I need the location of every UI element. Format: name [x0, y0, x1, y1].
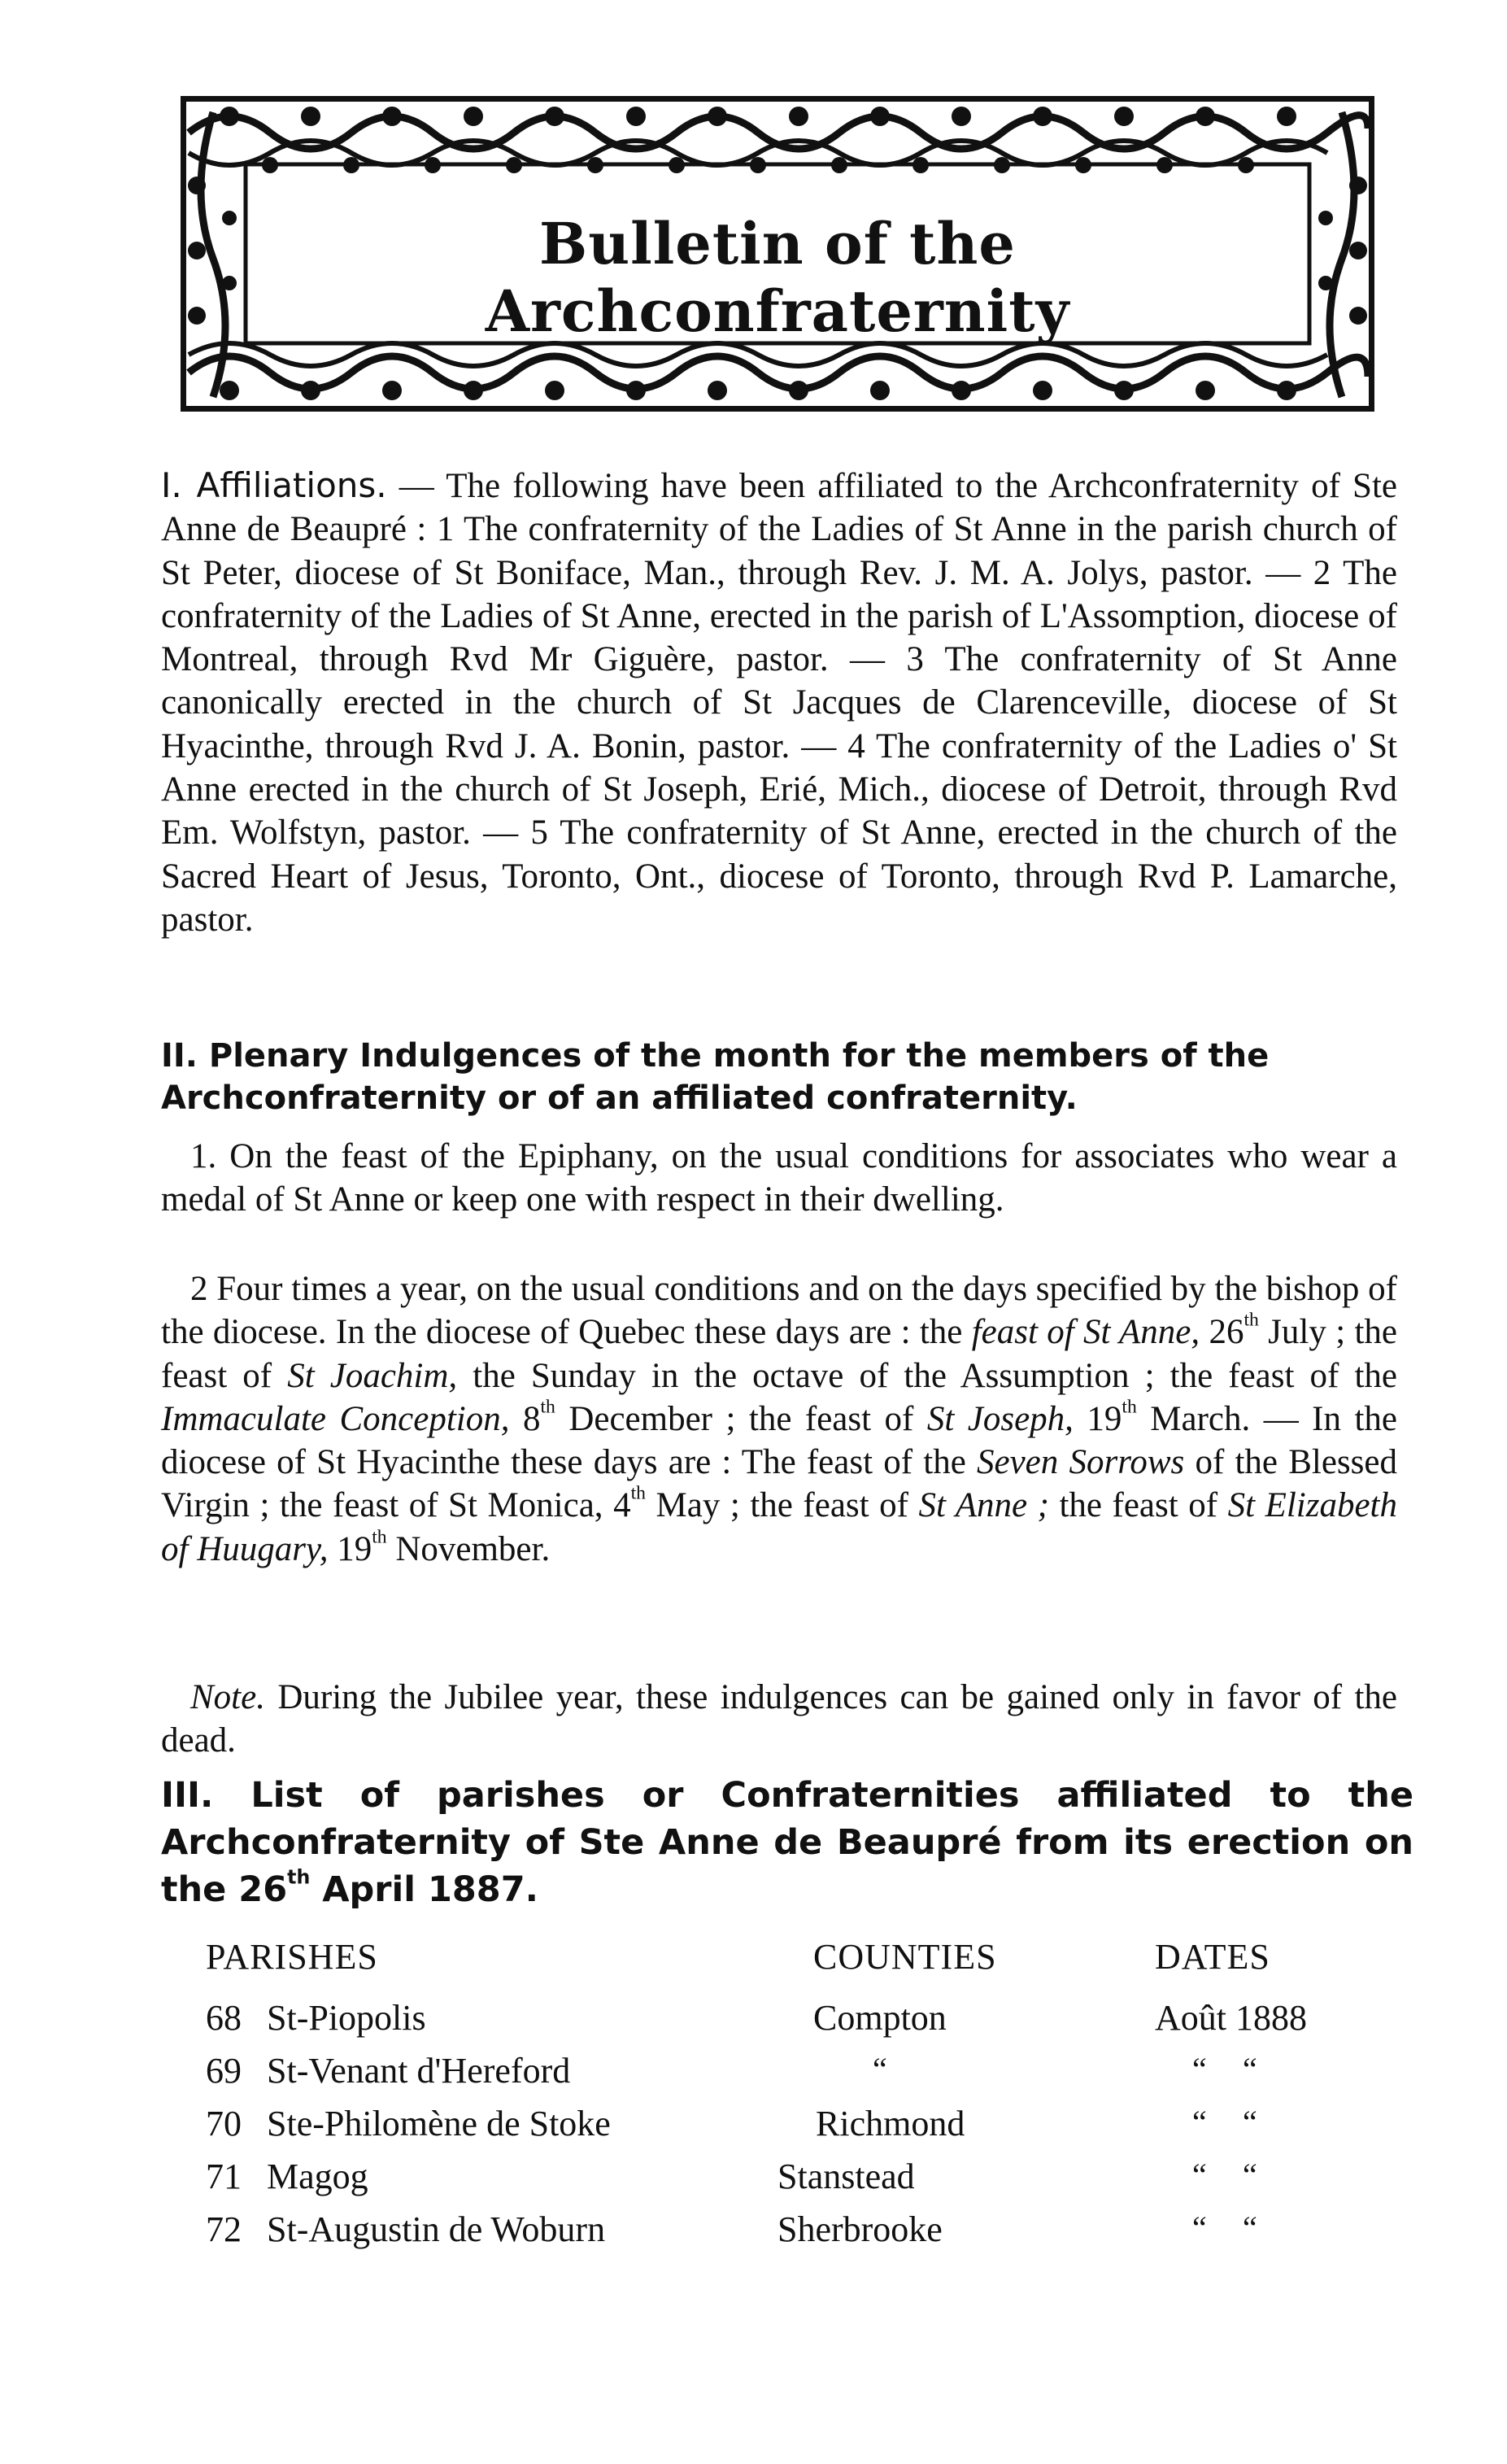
- table-row: [161, 2209, 1397, 2257]
- row-number: 72: [206, 2209, 242, 2249]
- parish-name: St-Venant d'Hereford: [267, 2051, 571, 2091]
- note-text: During the Jubilee year, these indulgences can be gained only in favor of the dead.: [161, 1678, 1397, 1760]
- row-number: 69: [206, 2051, 242, 2091]
- table-row: [161, 1997, 1397, 2046]
- date-value: “: [1192, 2051, 1207, 2087]
- county-name: Compton: [813, 1998, 947, 2038]
- parish-name: Ste-Philomène de Stoke: [267, 2104, 611, 2143]
- text-run: 19: [328, 1529, 372, 1568]
- text-run: April 1887.: [310, 1869, 538, 1910]
- text-run: th: [1122, 1396, 1137, 1418]
- table-row: [161, 2050, 1397, 2099]
- column-header-counties: COUNTIES: [813, 1937, 997, 1977]
- county-name: Richmond: [816, 2104, 965, 2143]
- text-run: th: [372, 1526, 387, 1548]
- text-run: th: [1243, 1310, 1259, 1332]
- column-header-parishes: PARISHES: [206, 1937, 378, 1977]
- text-run: St Joachim,: [287, 1356, 458, 1395]
- row-number: 70: [206, 2104, 242, 2143]
- text-run: December ; the feast of: [555, 1399, 927, 1438]
- text-run: November.: [386, 1529, 551, 1568]
- text-run: th: [540, 1396, 555, 1418]
- text-run: Seven Sorrows: [977, 1443, 1185, 1482]
- text-run: St Anne ;: [918, 1486, 1049, 1525]
- text-run: St Joseph,: [926, 1399, 1074, 1438]
- parish-list-heading: [161, 1772, 1413, 1913]
- text-run: 8: [509, 1399, 541, 1438]
- text-run: III. List of parishes or Confraternities affiliated to the Archconfraternity of Ste Anne de Beaupré from its erection on the 26: [161, 1775, 1413, 1910]
- text-run: the feast of: [1048, 1486, 1228, 1525]
- text-run: July ; the feast of: [161, 1313, 1398, 1395]
- text-run: of the Blessed Virgin ; the feast of St Monica, 4: [161, 1443, 1397, 1525]
- affiliations-paragraph: [161, 464, 1397, 941]
- text-run: 26: [1200, 1313, 1244, 1352]
- table-row: [161, 2103, 1397, 2152]
- row-number: 68: [206, 1998, 242, 2038]
- date-value: “: [1192, 2157, 1207, 2193]
- ornamental-header: [181, 96, 1374, 412]
- plenary-indulgences-heading: II. Plenary Indulgences of the month for the members of the Archconfraternity or of an affiliated confraternity.: [161, 1037, 1270, 1117]
- indulgence-item-2: [161, 1267, 1397, 1571]
- table-row: [161, 2156, 1397, 2205]
- text-run: March. — In the diocese of St Hyacinthe these days are : The feast of the: [161, 1399, 1398, 1482]
- text-run: May ; the feast of: [645, 1486, 919, 1525]
- table-header: [161, 1936, 1397, 1985]
- parish-name: St-Piopolis: [267, 1998, 426, 2038]
- text-run: 19: [1073, 1399, 1122, 1438]
- county-name: “: [873, 2051, 887, 2087]
- text-run: feast of St Anne,: [971, 1313, 1200, 1352]
- text-run: 2 Four times a year, on the usual conditions and on the days specified by the bishop of the diocese. In the diocese of Quebec these days are : the: [161, 1270, 1397, 1352]
- row-number: 71: [206, 2157, 242, 2196]
- text-run: Immaculate Conception,: [161, 1399, 510, 1438]
- jubilee-note: [161, 1676, 1397, 1763]
- county-name: Sherbrooke: [777, 2209, 943, 2249]
- parish-name: Magog: [267, 2157, 368, 2196]
- county-name: Stanstead: [777, 2157, 915, 2196]
- date-value: “: [1243, 2157, 1257, 2193]
- date-value: “: [1243, 2209, 1257, 2246]
- bulletin-title: Bulletin of the Archconfraternity: [485, 210, 1070, 345]
- indulgence-item-1: 1. On the feast of the Epiphany, on the usual conditions for associates who wear a medal of St Anne or keep one with respect in their dwelling.: [161, 1137, 1397, 1219]
- text-run: th: [630, 1483, 646, 1505]
- column-header-dates: DATES: [1155, 1937, 1270, 1977]
- date-value: Août 1888: [1155, 1998, 1307, 2038]
- date-value: “: [1243, 2104, 1257, 2140]
- text-run: St Elizabeth of Huugary,: [161, 1486, 1398, 1568]
- date-value: “: [1192, 2209, 1207, 2246]
- date-value: “: [1192, 2104, 1207, 2140]
- affiliations-heading: I. Affiliations.: [161, 465, 387, 505]
- affiliations-text: — The following have been affiliated to the Archconfraternity of Ste Anne de Beaupré : 1 The confraternity of the Ladies of St Anne in the parish church of St Peter, diocese of St Boniface, Man., through Rev. J. M. A. Jolys, pastor. — 2 The confraternity of the Ladies of St Anne, erected in the parish of L'Assomption, diocese of Montreal, through Rvd Mr Giguère, pastor. — 3 The confraternity of St Anne canonically erected in the church of St Jacques de Clarenceville, diocese of St Hyacinthe, through Rvd J. A. Bonin, pastor. — 4 The confraternity of the Ladies o' St Anne erected in the church of St Joseph, Erié, Mich., diocese of Detroit, through Rvd Em. Wolfstyn, pastor. — 5 The confraternity of St Anne, erected in the church of the Sacred Heart of Jesus, Toronto, Ont., diocese of Toronto, through Rvd P. Lamarche, pastor.: [161, 467, 1398, 939]
- date-value: “: [1243, 2051, 1257, 2087]
- text-run: th: [287, 1865, 311, 1889]
- parish-name: St-Augustin de Woburn: [267, 2209, 606, 2249]
- text-run: the Sunday in the octave of the Assumption ; the feast of the: [457, 1356, 1397, 1395]
- note-label: Note.: [190, 1678, 265, 1716]
